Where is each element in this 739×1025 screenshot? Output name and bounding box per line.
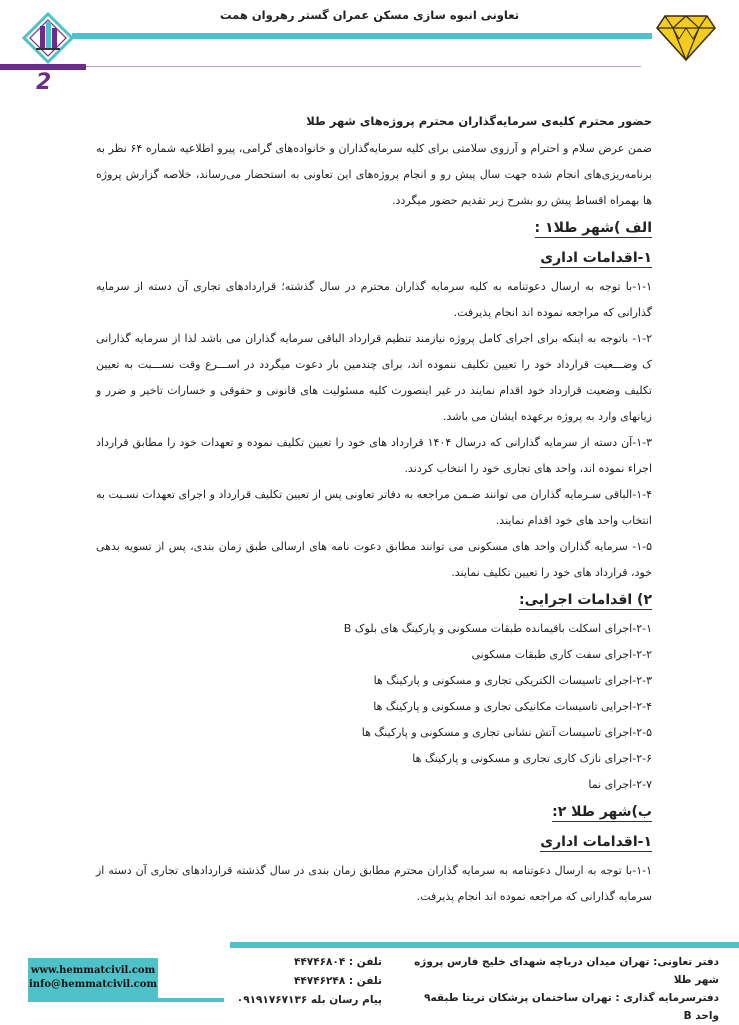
section-b-admin-title: ۱-اقدامات اداری: [540, 834, 652, 850]
list-item: ۲-۳-اجرای تاسیسات الکتریکی تجاری و مسکونی و پارکینگ ها: [373, 674, 652, 687]
list-item: ۱-۵- سرمایه گذاران واحد های مسکونی می توانند مطابق دعوت نامه های ارسالی طبق زمان بندی، پس از تسویه بدهی خود، قرارداد های خود را تعیین تکلیف نمایند.: [96, 540, 652, 579]
page-number: 2: [36, 70, 52, 95]
list-item: ۱-۲- باتوجه به اینکه برای اجرای کامل پروژه نیازمند تنظیم قرارداد الباقی سرمایه گذاران می باشد لذا از سرمایه گذارانی ک وضـــعیت قرارداد خود را تعیین تکلیف ننموده اند، برای چندمین بار دعوت میگردد در اســـرع وقت نســـبت به تعیین تکلیف وضعیت قرارداد خود اقدام نمایند در غیر اینصورت کلیه مسئولیت های قانونی و حقوقی و خسارات تاخیر و ضرر و زیانهای وارد به پروژه برعهده ایشان می باشد.: [96, 332, 652, 423]
list-item: ۱-۱-با توجه به ارسال دعوتنامه به سرمایه گذاران محترم مطابق زمان بندی در سال گذشته قراردادهای تجاری آن دسته از سرمایه گذارانی که مراجعه نموده اند انجام پذیرفت.: [96, 864, 652, 903]
footer-accent-bar: [230, 942, 739, 948]
list-item: ۱-۱-با توجه به ارسال دعوتنامه به کلیه سرمایه گذاران محترم در سال گذشته؛ قراردادهای تجاری آن دسته از سرمایه گذارانی که مراجعه نموده اند انجام پذیرفت.: [96, 280, 652, 319]
web-contact-box: [28, 958, 158, 1000]
website-link[interactable]: www.hemmatcivil.com: [30, 965, 156, 976]
list-item: ۲-۵-اجرای تاسیسات آتش نشانی تجاری و مسکونی و پارکینگ ها: [361, 726, 652, 739]
header-divider: [86, 66, 641, 67]
list-item: ۲-۴-اجرایی تاسیسات مکانیکی تجاری و مسکونی و پارکینگ ها: [373, 700, 652, 713]
list-item: ۱-۴-الباقی سـرمایه گذاران می توانند ضـمن مراجعه به دفاتر تعاونی پس از تعیین تکلیف قرارداد و اجرای تعهدات نسـبت به انتخاب واحد های خود اقدام نمایند.: [96, 488, 652, 527]
list-item: ۲-۲-اجرای سفت کاری طبقات مسکونی: [471, 648, 652, 661]
section-a-exec-title: ۲) اقدامات اجرایی:: [519, 592, 652, 608]
diamond-logo-icon: [655, 14, 717, 62]
list-item: ۲-۶-اجرای نازک کاری تجاری و مسکونی و پارکینگ ها: [412, 752, 652, 765]
letter-body: [96, 108, 652, 910]
phone-1: تلفن : ۴۴۷۴۶۸۰۴: [293, 956, 382, 968]
list-item: ۱-۳-آن دسته از سرمایه گذارانی که درسال ۱۴۰۴ قرارداد های خود را تعیین تکلیف نموده و تعهدات خود را مطابق قرارداد اجراء نموده اند، واحد های تجاری خود را انتخاب کردند.: [96, 436, 653, 475]
intro-paragraph: ضمن عرض سلام و احترام و آرزوی سلامتی برای کلیه سرمایه‌گذاران و خانواده‌های گرامی، پیرو اطلاعیه شماره ۶۴ نظر به برنامه‌ریزی‌های انجام شده جهت سال پیش رو و انجام پروژه‌های این تعاونی به استحضار می‌رساند، خلاصه گزارش پروژه ها بهمراه اقساط پیش رو بشرح زیر تقدیم حضور میگردد.: [96, 142, 653, 207]
list-item: ۲-۱-اجرای اسکلت باقیمانده طبقات مسکونی و پارکینگ های بلوک B: [343, 622, 652, 635]
email-link[interactable]: info@hemmatcivil.com: [28, 979, 158, 990]
greeting: حضور محترم کلیه‌ی سرمایه‌گذاران محترم پروژه‌های شهر طلا: [306, 114, 652, 128]
phone-2: تلفن : ۴۴۷۴۶۲۴۸: [293, 975, 382, 987]
footer-small-bar: [28, 998, 224, 1002]
investor-office-address: دفترسرمایه گذاری : تهران ساختمان پزشکان تریتا طبقه۹ واحد B: [424, 992, 719, 1022]
header-title: تعاونی انبوه سازی مسکن عمران گستر رهروان همت: [219, 8, 520, 22]
header-accent-bar: [72, 33, 652, 39]
section-b-title: ب)شهر طلا ۲:: [552, 804, 652, 820]
office-address: دفتر تعاونی: تهران میدان دریاچه شهدای خلیج فارس پروژه شهر طلا: [414, 956, 719, 986]
messenger-number: پیام رسان بله ۰۹۱۹۱۷۶۷۱۳۶: [236, 994, 382, 1006]
list-item: ۲-۷-اجرای نما: [588, 778, 652, 791]
footer-contacts: [232, 953, 382, 1010]
section-a-admin-title: ۱-اقدامات اداری: [540, 250, 652, 266]
section-a-title: الف )شهر طلا۱ :: [534, 220, 652, 236]
footer-addresses: [399, 953, 719, 1025]
building-logo-icon: [22, 12, 74, 64]
